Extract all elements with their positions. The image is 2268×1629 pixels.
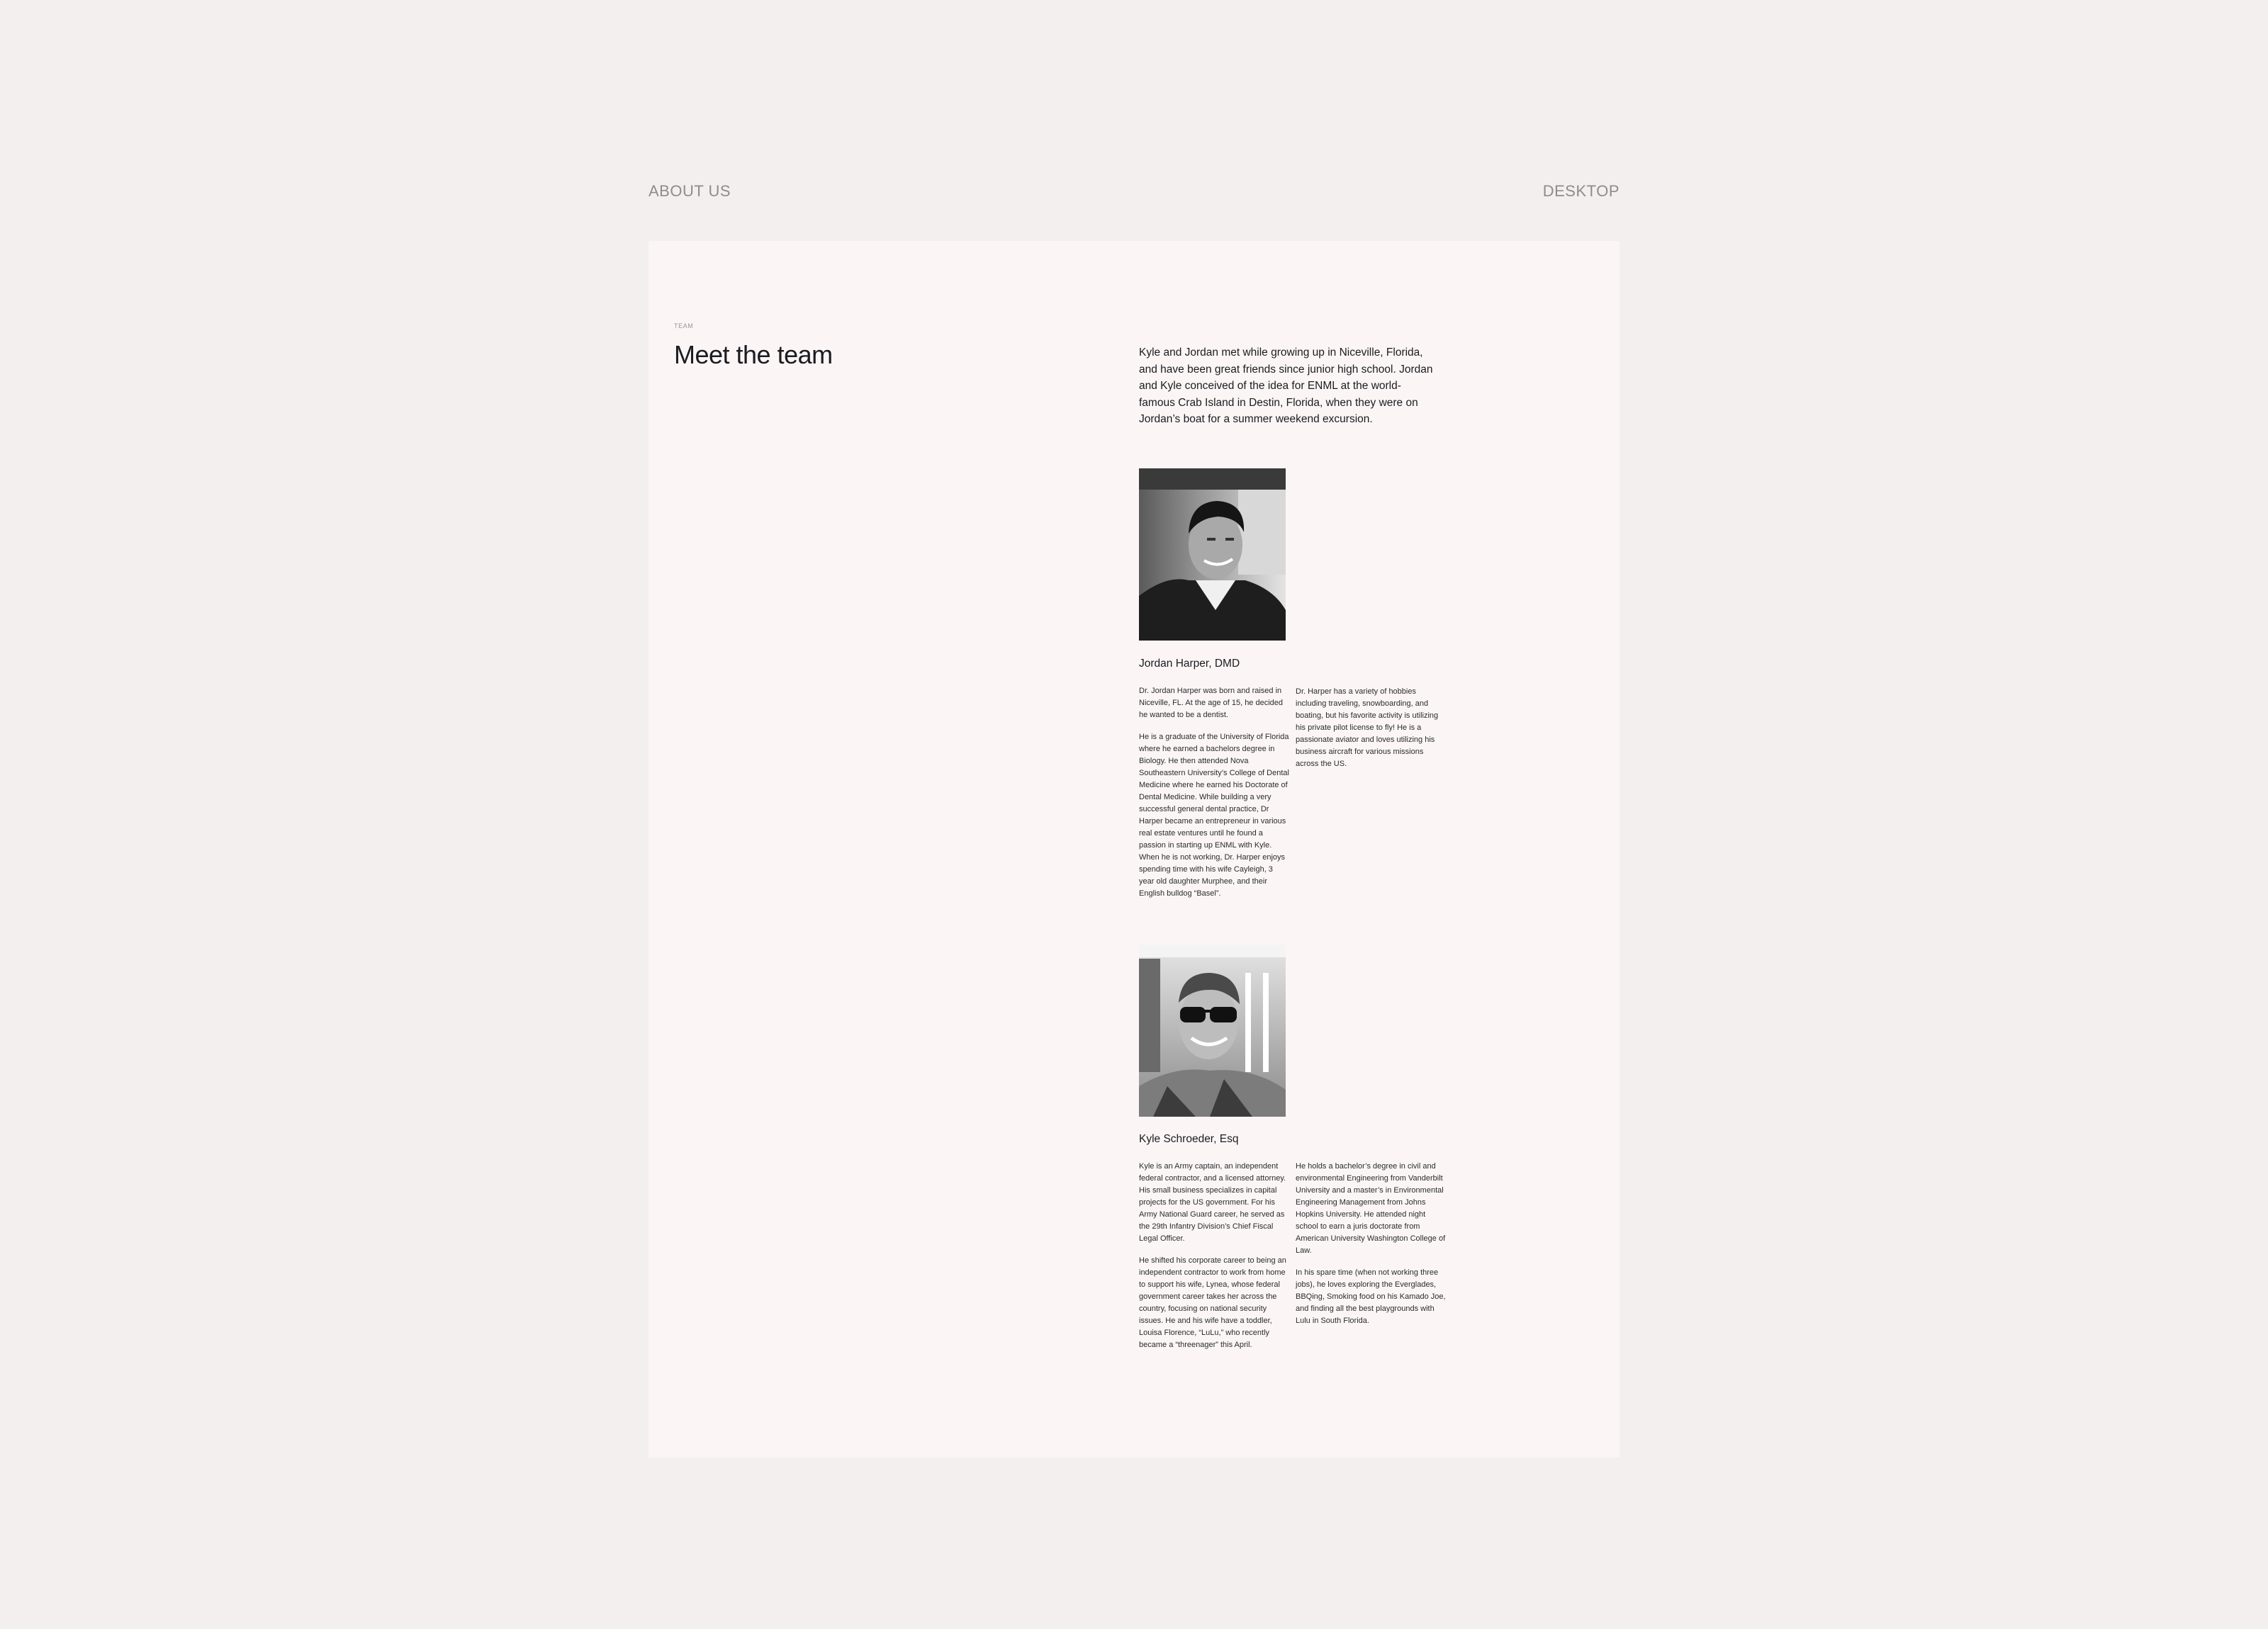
bio-paragraph: He shifted his corporate career to being an independent contractor to work from home to support his wife, Lynea, whose federal government career takes her across the country, focusing on national security issues. He and his wife have a toddler, Louisa Florence, “LuLu,” who recently became a “threenager” this April.	[1139, 1256, 1286, 1349]
team-member-card	[1139, 468, 1451, 898]
team-member-card	[1139, 945, 1451, 1349]
bio-column-right	[1296, 686, 1447, 780]
team-section	[649, 241, 1619, 1458]
team-member-name: Kyle Schroeder, Esq	[1139, 1133, 1239, 1145]
bio-column-left	[1139, 685, 1290, 910]
bio-paragraph: He holds a bachelor’s degree in civil and environmental Engineering from Vanderbilt University and a master’s in Environmental Engineering Management from Johns Hopkins University. He attended night school to earn a juris doctorate from American University Washington College of Law.	[1296, 1162, 1446, 1255]
bio-paragraph: He is a graduate of the University of Florida where he earned a bachelors degree in Biology. He then attended Nova Southeastern University’s College of Dental Medicine where he earned his Doctorate of Dental Medicine. While building a very successful general dental practice, Dr Harper became an entrepreneur in various real estate ventures until he found a passion in starting up ENML with Kyle. When he is not working, Dr. Harper enjoys spending time with his wife Cayleigh, 3 year old daughter Murphee, and their English bulldog “Basel”.	[1139, 733, 1289, 898]
bio-paragraph: Dr. Harper has a variety of hobbies including traveling, snowboarding, and boating, but his favorite activity is utilizing his private pilot license to fly! He is a passionate aviator and loves utilizing his business aircraft for various missions across the US.	[1296, 687, 1439, 768]
jordan-portrait-photo	[1139, 468, 1286, 641]
bio-column-right	[1296, 1161, 1447, 1337]
section-intro: Kyle and Jordan met while growing up in Niceville, Florida, and have been great friends since junior high school. Jordan and Kyle conceived of the idea for ENML at the world-famous Crab Island in Destin, Florida, when they were on Jordan’s boat for a summer weekend excursion.	[1139, 346, 1433, 425]
viewport-label: DESKTOP	[1542, 182, 1619, 200]
kyle-portrait-photo	[1139, 945, 1286, 1117]
section-eyebrow: TEAM	[674, 322, 694, 329]
bio-column-left	[1139, 1161, 1290, 1361]
bio-paragraph: Dr. Jordan Harper was born and raised in Niceville, FL. At the age of 15, he decided he wanted to be a dentist.	[1139, 687, 1284, 719]
team-member-name: Jordan Harper, DMD	[1139, 658, 1240, 670]
section-title: Meet the team	[674, 340, 833, 369]
bio-paragraph: Kyle is an Army captain, an independent federal contractor, and a licensed attorney. His small business specializes in capital projects for the US government. For his Army National Guard career, he served as the 29th Infantry Division’s Chief Fiscal Legal Officer.	[1139, 1162, 1286, 1243]
bio-paragraph: In his spare time (when not working three jobs), he loves exploring the Everglades, BBQing, Smoking food on his Kamado Joe, and finding all the best playgrounds with Lulu in South Florida.	[1296, 1268, 1446, 1325]
page-section-label: ABOUT US	[649, 182, 731, 200]
